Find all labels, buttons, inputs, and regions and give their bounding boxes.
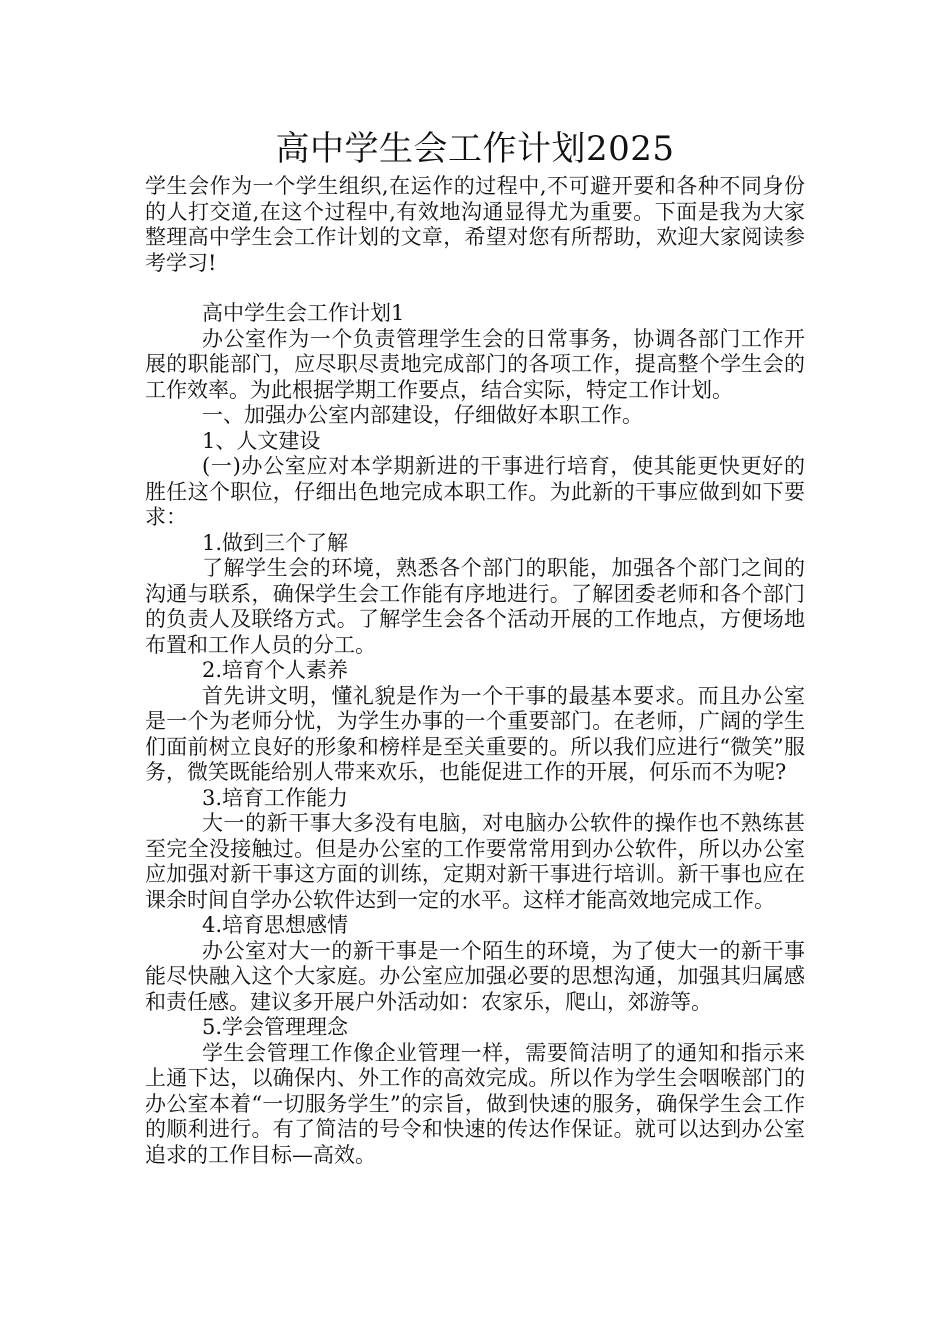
sub-heading: 5.学会管理理念: [202, 1015, 349, 1039]
body-paragraph: 学生会管理工作像企业管理一样，需要简洁明了的通知和指示来上通下达，以确保内、外工作的高效完成。所以作为学生会咽喉部门的办公室本着“一切服务学生”的宗旨，做到快速的服务，确保学生会工作的顺利进行。有了简洁的号令和快速的传达作保证。就可以达到办公室追求的工作目标—高效。: [145, 1040, 805, 1167]
body-paragraph: (一)办公室应对本学期新进的干事进行培育，使其能更快更好的胜任这个职位，仔细出色地完成本职工作。为此新的干事应做到如下要求：: [145, 454, 805, 529]
body-paragraph: 首先讲文明，懂礼貌是作为一个干事的最基本要求。而且办公室是一个为老师分忧，为学生办事的一个重要部门。在老师，广阔的学生们面前树立良好的形象和榜样是至关重要的。所以我们应进行“微笑”服务，微笑既能给别人带来欢乐，也能促进工作的开展，何乐而不为呢?: [145, 683, 805, 784]
sub-heading: 4.培育思想感情: [202, 913, 349, 937]
intro-paragraph: 学生会作为一个学生组织,在运作的过程中,不可避开要和各种不同身份的人打交道,在这个过程中,有效地沟通显得尤为重要。下面是我为大家整理高中学生会工作计划的文章，希望对您有所帮助，欢迎大家阅读参考学习!: [145, 174, 805, 275]
document-title: 高中学生会工作计划2025: [275, 129, 675, 169]
sub-heading: 1.做到三个了解: [202, 530, 349, 555]
section-heading: 高中学生会工作计划1: [202, 301, 405, 325]
body-paragraph: 办公室作为一个负责管理学生会的日常事务，协调各部门工作开展的职能部门，应尽职尽责地完成部门的各项工作，提高整个学生会的工作效率。为此根据学期工作要点，结合实际，特定工作计划。: [145, 326, 805, 402]
section-heading: 一、加强办公室内部建设，仔细做好本职工作。: [202, 403, 643, 427]
body-paragraph: 办公室对大一的新干事是一个陌生的环境，为了使大一的新干事能尽快融入这个大家庭。办公室应加强必要的思想沟通，加强其归属感和责任感。建议多开展户外活动如：农家乐，爬山，郊游等。: [145, 938, 805, 1014]
body-paragraph: 了解学生会的环境，熟悉各个部门的职能，加强各个部门之间的沟通与联系，确保学生会工作能有序地进行。了解团委老师和各个部门的负责人及联络方式。了解学生会各个活动开展的工作地点，方便场地布置和工作人员的分工。: [145, 556, 805, 657]
sub-heading: 3.培育工作能力: [202, 785, 349, 810]
document-body: [145, 174, 805, 1168]
sub-heading: 1、人文建设: [202, 428, 321, 453]
sub-heading: 2.培育个人素养: [202, 658, 349, 682]
body-paragraph: 大一的新干事大多没有电脑，对电脑办公软件的操作也不熟练甚至完全没接触过。但是办公室的工作要常常用到办公软件，所以办公室应加强对新干事这方面的训练，定期对新干事进行培训。新干事也应在课余时间自学办公软件达到一定的水平。这样才能高效地完成工作。: [145, 811, 805, 912]
